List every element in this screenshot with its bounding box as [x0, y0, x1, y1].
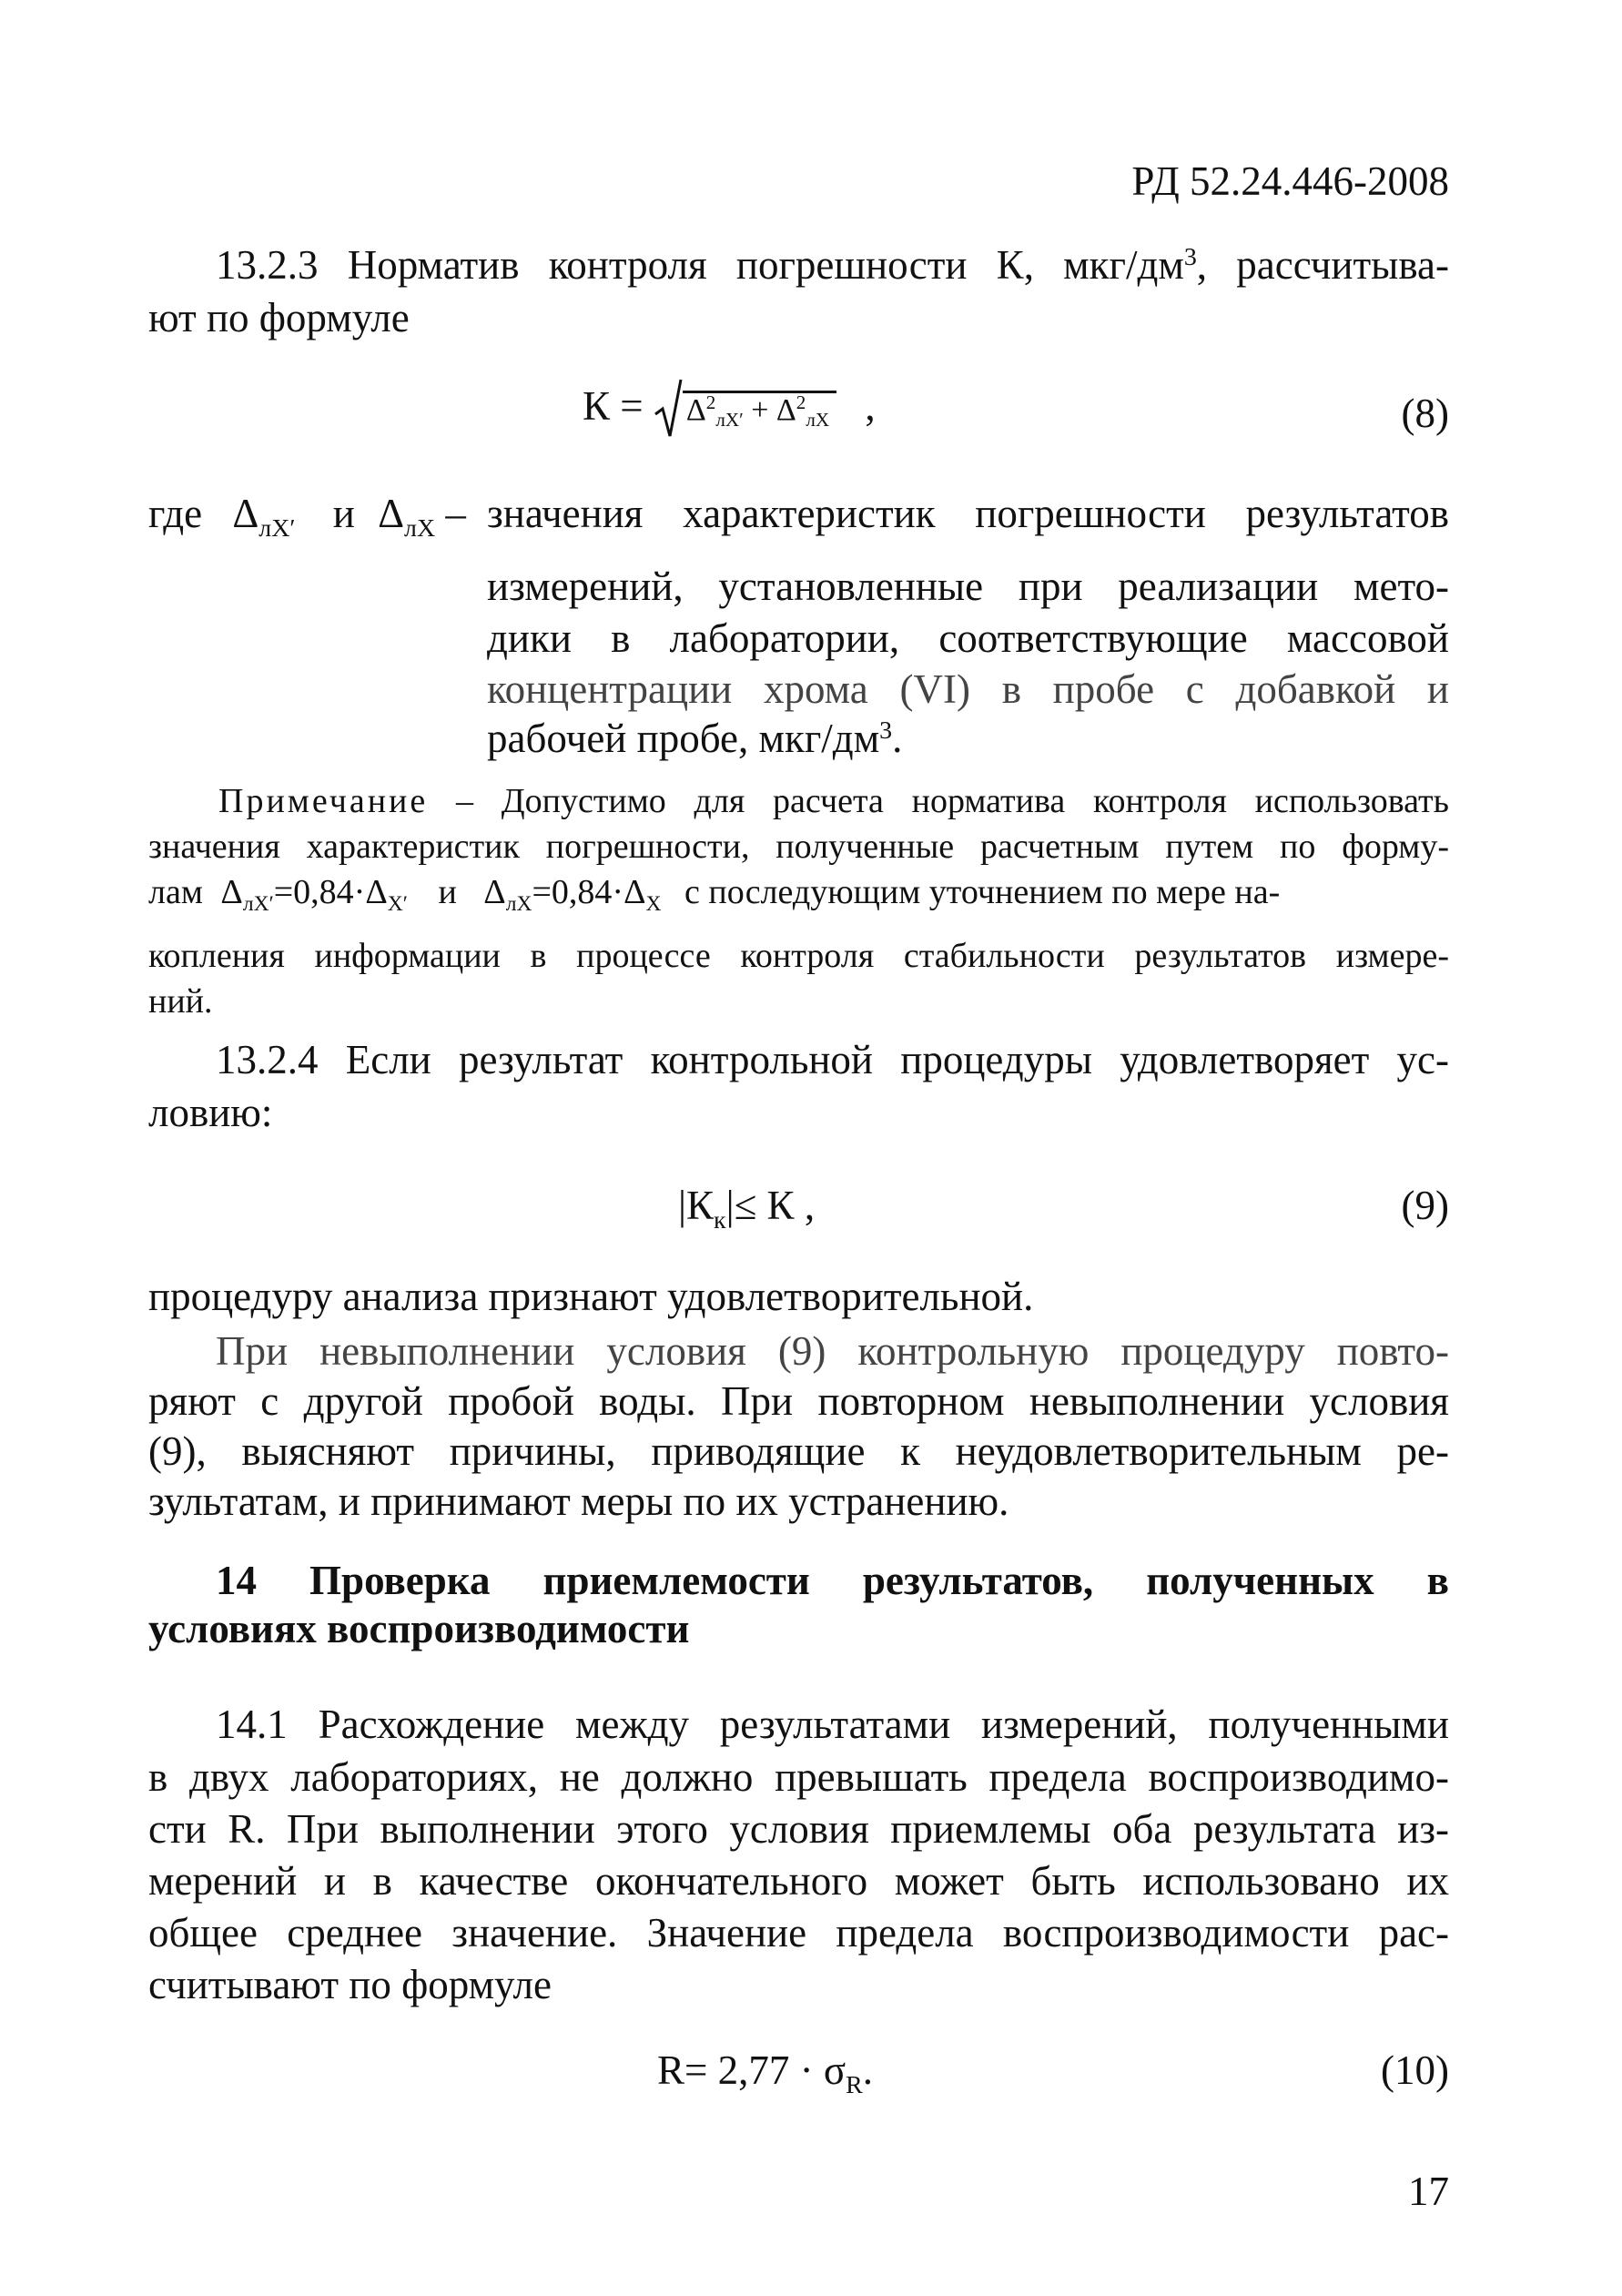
formula-10-number: (10)	[1381, 2047, 1449, 2093]
formula-9-number: (9)	[1401, 1183, 1449, 1228]
where-line5: рабочей пробе, мкг/$дм^3$.	[487, 716, 903, 761]
para-14-1-line3: сти R. При выполнении этого условия приемлемы оба результата из-	[148, 1806, 1449, 1852]
note-line1: Примечание – Допустимо для расчета норматива контроля использовать	[218, 782, 1449, 820]
para-14-1-line2: в двух лабораториях, не должно превышать предела воспроизводимо-	[148, 1754, 1449, 1800]
after-9-p2-line2: ряют с другой пробой воды. При повторном невыполнении условия	[148, 1378, 1449, 1424]
section-14-title-line2: условиях воспроизводимости	[148, 1606, 690, 1651]
formula-8: $К = \Delta^2_{лХ'} + \Delta^2_{лХ}$ ,	[583, 378, 876, 440]
after-9-p2-line1: При невыполнении условия (9) контрольную процедуру повто-	[216, 1328, 1449, 1374]
note-line2: значения характеристик погрешности, полученные расчетным путем по форму-	[148, 828, 1449, 866]
section-14-title-line1: 14 Проверка приемлемости результатов, полученных в	[216, 1558, 1449, 1603]
para-14-1-line1: 14.1 Расхождение между результатами измерений, полученными	[216, 1702, 1449, 1747]
where-line1: значения характеристик погрешности результатов	[487, 491, 1449, 536]
where-line4: концентрации хрома (VI) в пробе с добавкой и	[487, 666, 1449, 712]
radicand: $\Delta^2_{лХ'} + \Delta^2_{лХ}$	[683, 391, 836, 427]
document-number: РД 52.24.446-2008	[1131, 158, 1449, 204]
after-9-line1: процедуру анализа признают удовлетворительной.	[148, 1274, 1034, 1319]
para-14-1-line4: мерений и в качестве окончательного может быть использовано их	[148, 1858, 1449, 1904]
formula-10: $R= 2,77 \cdot \sigma_R$.	[657, 2047, 873, 2099]
where-line2: измерений, установленные при реализации мето-	[487, 564, 1449, 609]
where-symbols: где $\Delta_{лХ'}$ и $\Delta_{лХ}$ –	[148, 491, 466, 543]
formula-9: $|К_к|\le К$ ,	[678, 1183, 816, 1234]
note-line5: ний.	[148, 982, 213, 1021]
sqrt-icon	[654, 378, 683, 440]
para-14-1-line5: общее среднее значение. Значение предела воспроизводимости рас-	[148, 1910, 1449, 1956]
after-9-p2-line4: зультатам, и принимают меры по их устранению.	[148, 1478, 1009, 1524]
para-13-2-3-line1: 13.2.3 Норматив контроля погрешности К, мкг/$дм^3$, рассчитыва-	[216, 242, 1449, 288]
para-13-2-4-line1: 13.2.4 Если результат контрольной процедуры удовлетворяет ус-	[216, 1037, 1449, 1082]
para-13-2-3-line2: ют по формуле	[148, 295, 410, 340]
where-line3: дики в лаборатории, соответствующие массовой	[487, 615, 1449, 661]
para-14-1-line6: считывают по формуле	[148, 1962, 552, 2007]
note-line3: лам $\Delta_{лХ'}=0,84\cdot\Delta_{Х'}$ и $\Delta_{лХ}=0,84\cdot\Delta_Х$ с последующим уточнением по мере на-	[148, 873, 1281, 917]
page-number: 17	[1408, 2169, 1449, 2214]
after-9-p2-line3: (9), выясняют причины, приводящие к неудовлетворительным ре-	[148, 1428, 1449, 1474]
note-line4: копления информации в процессе контроля стабильности результатов измере-	[148, 937, 1449, 975]
para-13-2-4-line2: ловию:	[148, 1090, 273, 1135]
formula-8-number: (8)	[1401, 391, 1449, 436]
